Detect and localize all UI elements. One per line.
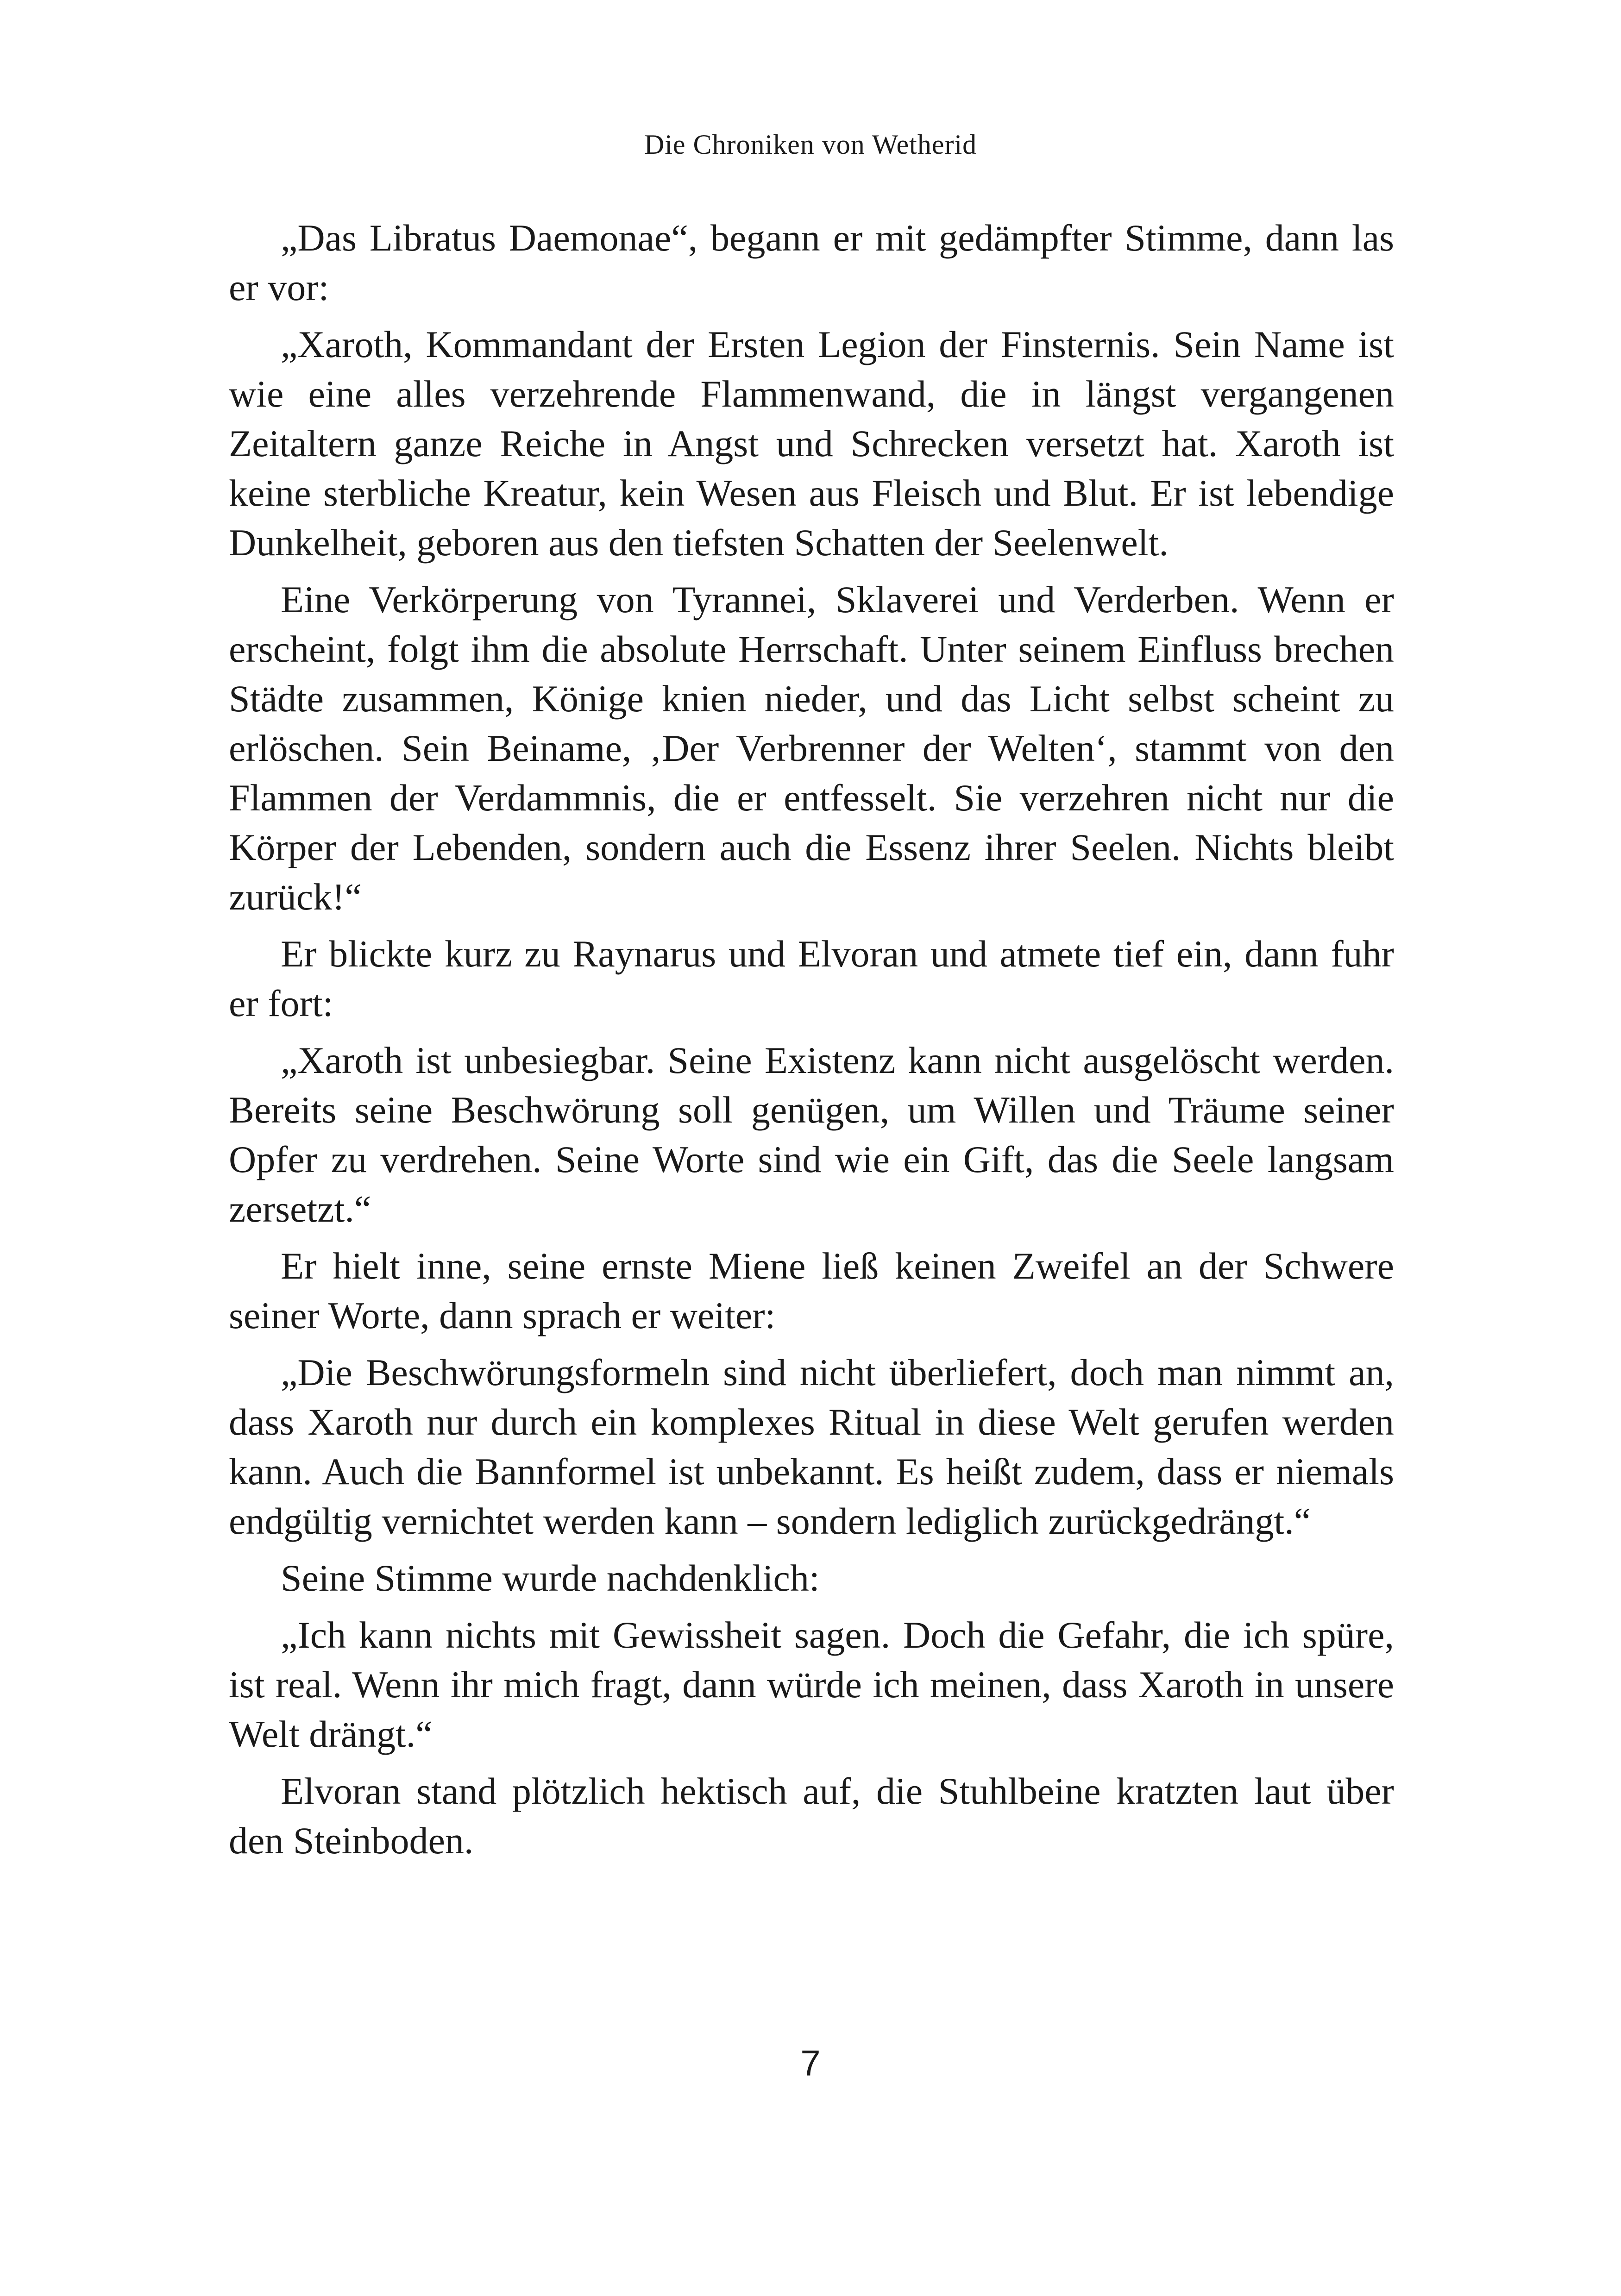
body-text	[229, 213, 1394, 1873]
paragraph: „Das Libratus Daemonae“, begann er mit gedämpfter Stimme, dann las er vor:	[229, 217, 1394, 308]
paragraph: Er blickte kurz zu Raynarus und Elvoran und atmete tief ein, dann fuhr er fort:	[229, 933, 1394, 1024]
running-header: Die Chroniken von Wetherid	[644, 129, 977, 160]
paragraph: Elvoran stand plötzlich hektisch auf, die Stuhlbeine kratzten laut über den Steinboden.	[229, 1770, 1394, 1862]
paragraph: Er hielt inne, seine ernste Miene ließ keinen Zweifel an der Schwere seiner Worte, dann sprach er weiter:	[229, 1245, 1394, 1336]
paragraph: „Ich kann nichts mit Gewissheit sagen. Doch die Gefahr, die ich spüre, ist real. Wenn ihr mich fragt, dann würde ich meinen, dass Xaroth in unsere Welt drängt.“	[229, 1614, 1394, 1755]
paragraph: „Die Beschwörungsformeln sind nicht überliefert, doch man nimmt an, dass Xaroth nur durch ein komplexes Ritual in diese Welt gerufen werden kann. Auch die Bannformel ist unbekannt. Es heißt zudem, dass er niemals endgültig vernichtet werden kann – sondern lediglich zurückgedrängt.“	[229, 1351, 1394, 1542]
paragraph: Seine Stimme wurde nachdenklich:	[281, 1557, 820, 1599]
paragraph: „Xaroth ist unbesiegbar. Seine Existenz kann nicht ausgelöscht werden. Bereits seine Beschwörung soll genügen, um Willen und Träume seiner Opfer zu verdrehen. Seine Worte sind wie ein Gift, das die Seele langsam zersetzt.“	[229, 1039, 1394, 1230]
page-number: 7	[800, 2043, 821, 2083]
paragraph: Eine Verkörperung von Tyrannei, Sklaverei und Verderben. Wenn er erscheint, folgt ihm die absolute Herrschaft. Unter seinem Einfluss brechen Städte zusammen, Könige knien nieder, und das Licht selbst scheint zu erlöschen. Sein Beiname, ‚Der Verbrenner der Welten‘, stammt von den Flammen der Verdammnis, die er entfesselt. Sie verzehren nicht nur die Körper der Lebenden, sondern auch die Essenz ihrer Seelen. Nichts bleibt zurück!“	[229, 578, 1394, 918]
paragraph: „Xaroth, Kommandant der Ersten Legion der Finsternis. Sein Name ist wie eine alles verzehrende Flammenwand, die in längst vergangenen Zeitaltern ganze Reiche in Angst und Schrecken versetzt hat. Xaroth ist keine sterbliche Kreatur, kein Wesen aus Fleisch und Blut. Er ist lebendige Dunkelheit, geboren aus den tiefsten Schatten der Seelenwelt.	[229, 323, 1394, 564]
